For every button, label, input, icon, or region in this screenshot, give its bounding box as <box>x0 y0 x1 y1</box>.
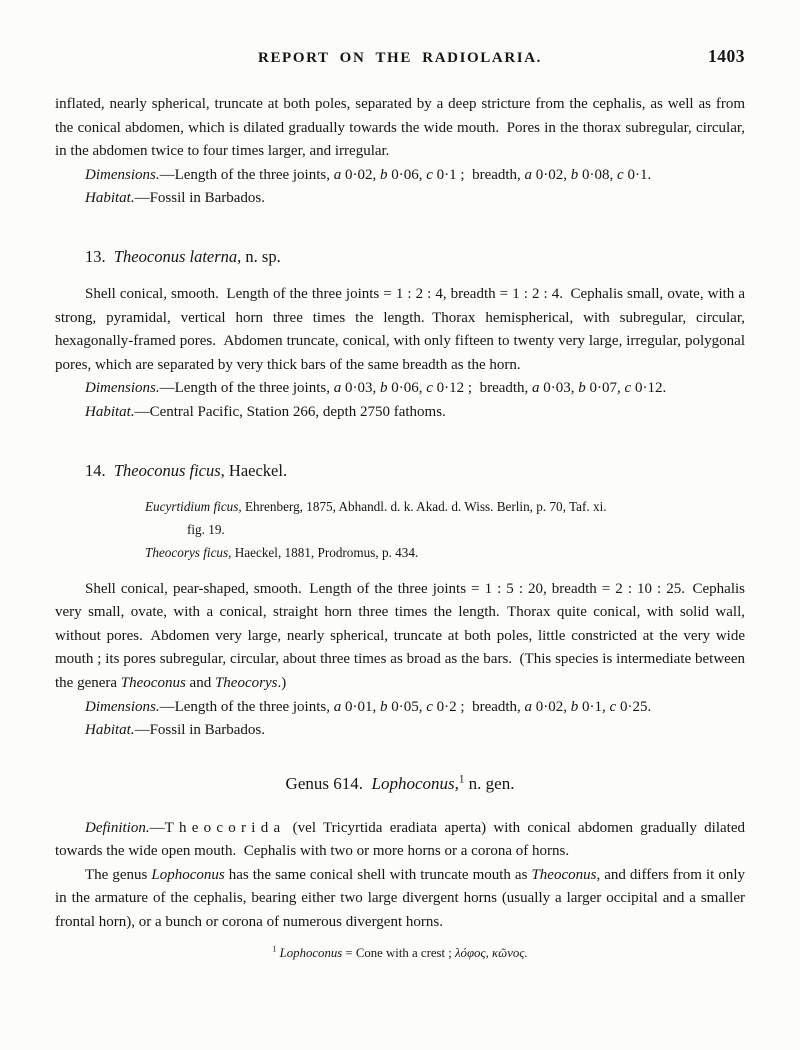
intro-paragraph: inflated, nearly spherical, truncate at both poles, separated by a deep stricture from the cephalis, as well as from the conical abdomen, which is dilated gradually towards the wide mouth. Pores in the thorax subregular, circular, in the abdomen twice to four times larger, and irregular. <box>55 96 745 160</box>
genus-heading: Genus 614. Lophoconus,$^1$ n. gen. <box>285 773 515 793</box>
species-14-dimensions-line: Dimensions.—Length of the three joints, a 0·01, b 0·05, c 0·2 ; breadth, a 0·02, b 0·1, c 0·25. <box>85 698 652 715</box>
intro-dimensions-line: Dimensions.—Length of the three joints, a 0·02, b 0·06, c 0·1 ; breadth, a 0·02, b 0·08, c 0·1. <box>85 166 652 183</box>
species-14-heading: 14. Theoconus ficus, Haeckel. <box>85 460 288 480</box>
genus-description-paragraph: The genus Lophoconus has the same conical shell with truncate mouth as Theoconus, and differs from it only in the armature of the cephalis, bearing either two large divergent horns (usually a larger occipital and a smaller frontal horn), or a bunch or corona of numerous divergent horns. <box>55 866 745 931</box>
reference-entry: Theocorys ficus, Haeckel, 1881, Prodromus, p. 434. <box>145 544 419 560</box>
species-13-description: Shell conical, smooth. Length of the three joints = 1 : 2 : 4, breadth = 1 : 2 : 4. Cephalis small, ovate, with a strong, pyramidal, vertical horn three times the length. Thorax hemispherical, with subregular, circular, hexagonally-framed pores. Abdomen truncate, conical, with only fifteen to twenty very large, irregular, polygonal pores, which are separated by very thick bars of the same breadth as the horn. <box>55 285 745 373</box>
reference-entry-continuation: fig. 19. <box>187 521 225 537</box>
page-number: 1403 <box>708 46 745 66</box>
species-13-dimensions-line: Dimensions.—Length of the three joints, a 0·03, b 0·06, c 0·12 ; breadth, a 0·03, b 0·07, c 0·12. <box>85 380 667 397</box>
footnote: $^1$ Lophoconus = Cone with a crest ; λόφος, κῶνος. <box>272 944 528 960</box>
genus-definition-paragraph: Definition.—Theocorida (vel Tricyrtida eradiata aperta) with conical abdomen gradually dilated towards the wide open mouth. Cephalis with two or more horns or a corona of horns. <box>55 819 745 860</box>
reference-entry: Eucyrtidium ficus, Ehrenberg, 1875, Abhandl. d. k. Akad. d. Wiss. Berlin, p. 70, Taf. xi. <box>145 498 607 514</box>
running-head <box>55 46 745 68</box>
species-13-habitat-line: Habitat.—Central Pacific, Station 266, depth 2750 fathoms. <box>85 403 446 420</box>
intro-habitat-line: Habitat.—Fossil in Barbados. <box>85 190 266 207</box>
species-14-habitat-line: Habitat.—Fossil in Barbados. <box>85 722 266 739</box>
running-head-title: REPORT ON THE RADIOLARIA. <box>258 50 542 66</box>
species-14-description: Shell conical, pear-shaped, smooth. Length of the three joints = 1 : 5 : 20, breadth = 2 : 10 : 25. Cephalis very small, ovate, with a conical, straight horn three times the length. Thorax quite conical, with solid wall, without pores. Abdomen very large, nearly spherical, truncate at both poles, little constricted at the very wide mouth ; its pores subregular, circular, about three times as broad as the bars. (This species is intermediate between the genera Theoconus and Theocorys.) <box>55 580 745 691</box>
synonymy-references <box>55 495 745 564</box>
species-13-heading: 13. Theoconus laterna, n. sp. <box>85 246 281 266</box>
